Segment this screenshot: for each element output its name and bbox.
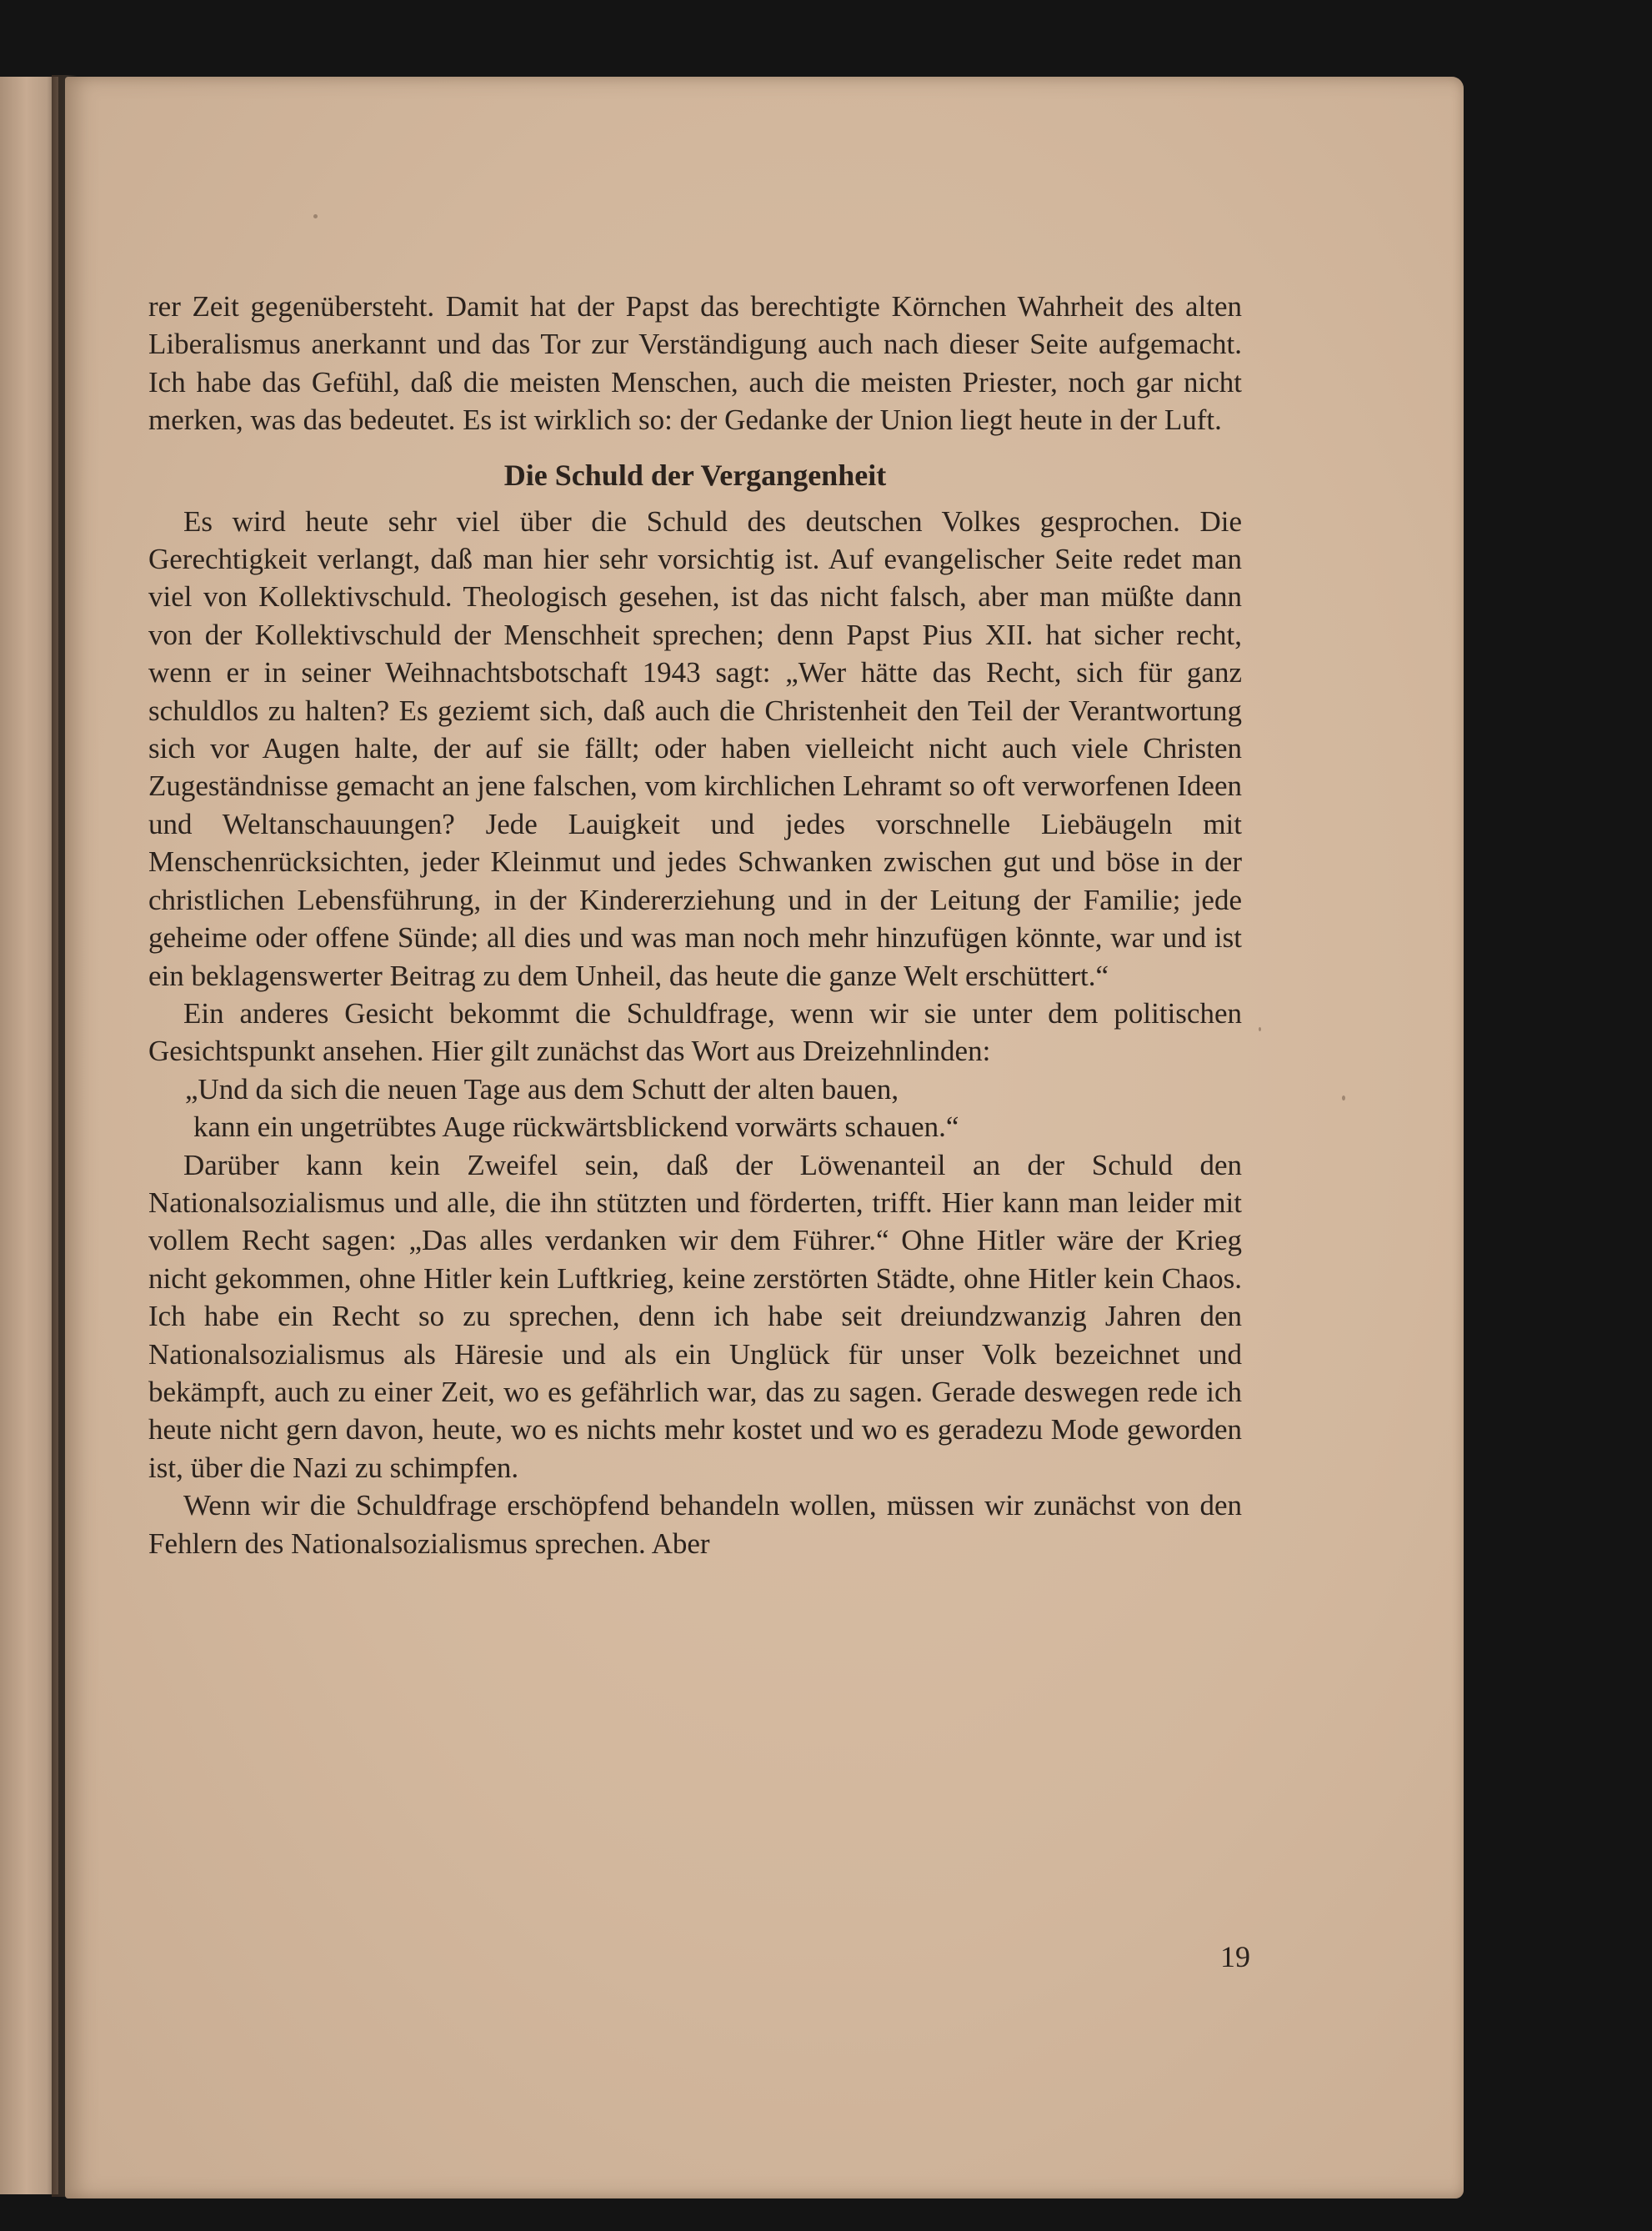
paper-speck [1342, 1095, 1345, 1100]
verse-line-1: „Und da sich die neuen Tage aus dem Schutt der alten bauen, [185, 1072, 899, 1105]
page-body-text [148, 288, 1242, 1562]
paragraph-guilt-question: Wenn wir die Schuldfrage erschöpfend behandeln wollen, müssen wir zunächst von den Fehlern des Nationalsozialismus sprechen. Aber [148, 1489, 1242, 1560]
paper-speck [313, 214, 318, 218]
verse-quote [148, 1070, 1242, 1146]
page-number: 19 [1220, 1940, 1250, 1973]
section-heading: Die Schuld der Vergangenheit [503, 458, 887, 492]
paper-speck [1259, 1027, 1261, 1031]
paragraph-political-view: Ein anderes Gesicht bekommt die Schuldfrage, wenn wir sie unter dem politischen Gesichtspunkt ansehen. Hier gilt zunächst das Wort aus Dreizehnlinden: [148, 996, 1242, 1068]
verse-line-2: kann ein ungetrübtes Auge rückwärtsblickend vorwärts schauen.“ [193, 1110, 959, 1144]
paragraph-national-socialism: Darüber kann kein Zweifel sein, daß der Löwenanteil an der Schuld den Nationalsozialismus und alle, die ihn stützten und förderten, trifft. Hier kann man leider mit vollem Recht sagen: „Das alles verdanken wir dem Führer.“ Ohne Hitler wäre der Krieg nicht gekommen, ohne Hitler kein Luftkrieg, keine zerstörten Städte, ohne Hitler kein Chaos. Ich habe ein Recht so zu sprechen, denn ich habe seit dreiundzwanzig Jahren den Nationalsozialismus als Häresie und als ein Unglück für unser Volk bezeichnet und bekämpft, auch zu einer Zeit, wo es gefährlich war, das zu sagen. Gerade deswegen rede ich heute nicht gern davon, heute, wo es nichts mehr kostet und wo es geradezu Mode geworden ist, über die Nazi zu schimpfen. [148, 1148, 1242, 1484]
paragraph-collective-guilt: Es wird heute sehr viel über die Schuld des deutschen Volkes gesprochen. Die Gerechtigkeit verlangt, daß man hier sehr vorsichtig ist. Auf evangelischer Seite redet man viel von Kollektivschuld. Theologisch gesehen, ist das nicht falsch, aber man müßte dann von der Kollektivschuld der Menschheit sprechen; denn Papst Pius XII. hat sicher recht, wenn er in seiner Weihnachtsbotschaft 1943 sagt: „Wer hätte das Recht, sich für ganz schuldlos zu halten? Es geziemt sich, daß auch die Christenheit den Teil der Verantwortung sich vor Augen halte, der auf sie fällt; oder haben vielleicht nicht auch viele Christen Zugeständnisse gemacht an jene falschen, vom kirchlichen Lehramt so oft verworfenen Ideen und Weltanschauungen? Jede Lauigkeit und jedes vorschnelle Liebäugeln mit Menschenrücksichten, jeder Kleinmut und jedes Schwanken zwischen gut und böse in der christlichen Lebensführung, in der Kindererziehung und in der Leitung der Familie; jede geheime oder offene Sünde; all dies und was man noch mehr hinzufügen könnte, war und ist ein beklagenswerter Beitrag zu dem Unheil, das heute die ganze Welt erschüttert.“ [148, 504, 1242, 992]
paragraph-continuation: rer Zeit gegenübersteht. Damit hat der Papst das berechtigte Körnchen Wahrheit des alten Liberalismus anerkannt und das Tor zur Verständigung auch nach dieser Seite aufgemacht. Ich habe das Gefühl, daß die meisten Menschen, auch die meisten Priester, noch gar nicht merken, was das bedeutet. Es ist wirklich so: der Gedanke der Union liegt heute in der Luft. [148, 290, 1242, 437]
previous-page-edge [0, 77, 58, 2194]
